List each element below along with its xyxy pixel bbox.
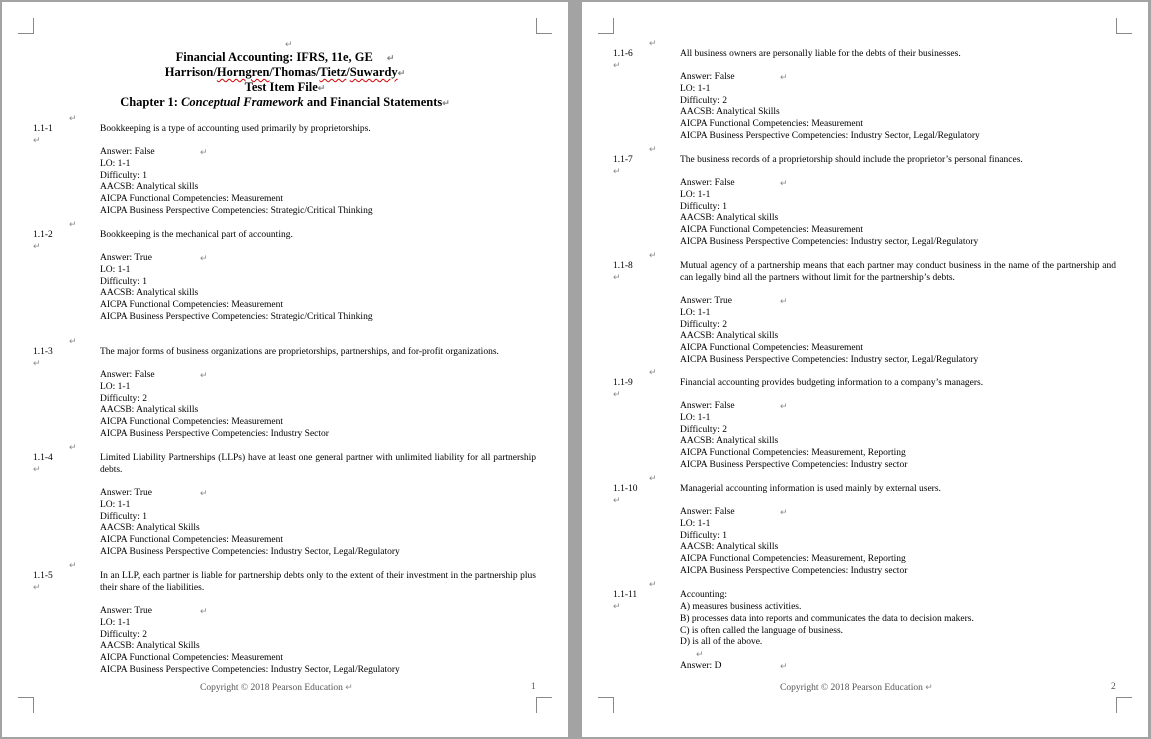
- paragraph-mark: ↵: [69, 113, 77, 123]
- answer-aacsb: AACSB: Analytical skills: [680, 213, 779, 224]
- paragraph-mark: ↵: [69, 442, 77, 452]
- answer-difficulty: Difficulty: 1: [100, 170, 148, 181]
- document-page-2: [582, 2, 1148, 737]
- paragraph-mark: ↵: [780, 178, 788, 188]
- chapter-heading: Chapter 1: Conceptual Framework and Financial Statements↵: [120, 95, 450, 109]
- answer-difficulty: Difficulty: 2: [680, 319, 728, 330]
- paragraph-mark: ↵: [33, 358, 41, 368]
- paragraph-mark: ↵: [285, 39, 293, 49]
- question-text: Bookkeeping is the mechanical part of accounting.: [100, 230, 293, 240]
- question-number: 1.1-3: [33, 347, 53, 357]
- paragraph-mark: ↵: [649, 367, 657, 377]
- paragraph-mark: ↵: [649, 144, 657, 154]
- paragraph-mark: ↵: [200, 147, 208, 157]
- document-page-1: [2, 2, 568, 737]
- paragraph-mark: ↵: [33, 464, 41, 474]
- answer-func: AICPA Functional Competencies: Measurement, Reporting: [680, 448, 906, 459]
- paragraph-mark: ↵: [33, 135, 41, 145]
- answer-option: C) is often called the language of business.: [680, 625, 844, 636]
- answer-func: AICPA Functional Competencies: Measurement, Reporting: [680, 554, 906, 565]
- answer-difficulty: Difficulty: 2: [100, 393, 148, 404]
- paragraph-mark: ↵: [649, 579, 657, 589]
- answer-option: A) measures business activities.: [680, 602, 802, 612]
- crop-mark: [536, 697, 552, 713]
- question-number: 1.1-5: [33, 571, 53, 581]
- paragraph-mark: ↵: [780, 507, 788, 517]
- paragraph-mark: ↵: [200, 253, 208, 263]
- paragraph-mark: ↵: [649, 473, 657, 483]
- answer-difficulty: Difficulty: 2: [680, 424, 728, 435]
- paragraph-mark: ↵: [33, 582, 41, 592]
- page-number: 2: [1111, 682, 1116, 692]
- question-number: 1.1-11: [613, 590, 638, 600]
- document-authors: Harrison/Horngren/Thomas/Tietz/Suwardy↵: [164, 65, 406, 79]
- answer-bus: AICPA Business Perspective Competencies: Industry Sector: [100, 429, 329, 439]
- answer-difficulty: Difficulty: 2: [100, 629, 148, 640]
- answer-func: AICPA Functional Competencies: Measurement: [100, 300, 284, 311]
- answer-func: AICPA Functional Competencies: Measurement: [100, 194, 284, 205]
- question-text: Limited Liability Partnerships (LLPs) have at least one general partner with unlimited liability for all partnership debts.: [100, 453, 536, 475]
- answer-answer: Answer: False: [680, 401, 735, 411]
- crop-mark: [18, 18, 34, 34]
- answer-func: AICPA Functional Competencies: Measurement: [100, 535, 284, 546]
- question-number: 1.1-8: [613, 261, 633, 271]
- answer-aacsb: AACSB: Analytical skills: [680, 542, 779, 553]
- answer-func: AICPA Functional Competencies: Measurement: [100, 653, 284, 664]
- question-number: 1.1-6: [613, 49, 633, 59]
- answer-aacsb: AACSB: Analytical skills: [680, 436, 779, 447]
- crop-mark: [598, 697, 614, 713]
- answer-option: D) is all of the above.: [680, 637, 763, 648]
- answer-aacsb: AACSB: Analytical Skills: [680, 107, 780, 118]
- answer-bus: AICPA Business Perspective Competencies: Industry Sector, Legal/Regulatory: [100, 547, 400, 557]
- paragraph-mark: ↵: [780, 296, 788, 306]
- question-text: Accounting:: [680, 590, 727, 600]
- paragraph-mark: ↵: [69, 219, 77, 229]
- question-number: 1.1-1: [33, 124, 53, 134]
- paragraph-mark: ↵: [69, 560, 77, 570]
- question-text: Managerial accounting information is used mainly by external users.: [680, 484, 941, 494]
- document-title: Financial Accounting: IFRS, 11e, GE ↵: [175, 50, 395, 64]
- answer-func: AICPA Functional Competencies: Measurement: [680, 119, 864, 130]
- answer-lo: LO: 1-1: [680, 518, 711, 529]
- answer-answer: Answer: True: [100, 606, 152, 616]
- crop-mark: [1116, 18, 1132, 34]
- answer-bus: AICPA Business Perspective Competencies: Industry sector: [680, 566, 908, 576]
- question-text: Mutual agency of a partnership means that each partner may conduct business in the name of the partnership and can legally bind all the partners without limit for the partnership’s debts.: [680, 261, 1116, 283]
- answer-answer: Answer: True: [680, 296, 732, 306]
- page-footer: Copyright © 2018 Pearson Education ↵: [780, 682, 933, 693]
- answer-bus: AICPA Business Perspective Competencies: Industry Sector, Legal/Regulatory: [100, 665, 400, 675]
- answer-func: AICPA Functional Competencies: Measurement: [680, 225, 864, 236]
- paragraph-mark: ↵: [613, 495, 621, 505]
- paragraph-mark: ↵: [780, 401, 788, 411]
- paragraph-mark: ↵: [649, 250, 657, 260]
- page-footer: Copyright © 2018 Pearson Education ↵: [200, 682, 353, 693]
- question-text: Financial accounting provides budgeting information to a company’s managers.: [680, 378, 984, 388]
- question-number: 1.1-7: [613, 155, 633, 165]
- answer-lo: LO: 1-1: [100, 158, 131, 169]
- answer-bus: AICPA Business Perspective Competencies: Industry sector: [680, 460, 908, 470]
- paragraph-mark: ↵: [33, 241, 41, 251]
- paragraph-mark: ↵: [696, 649, 704, 660]
- question-text: In an LLP, each partner is liable for partnership debts only to the extent of their investment in the partnership plus their share of the liabilities.: [100, 571, 536, 593]
- answer-difficulty: Difficulty: 1: [680, 201, 728, 212]
- answer-aacsb: AACSB: Analytical Skills: [100, 523, 200, 534]
- answer-answer: Answer: False: [680, 178, 735, 188]
- answer-bus: AICPA Business Perspective Competencies: Industry Sector, Legal/Regulatory: [680, 131, 980, 141]
- crop-mark: [536, 18, 552, 34]
- answer-answer: Answer: False: [680, 507, 735, 517]
- paragraph-mark: ↵: [613, 60, 621, 70]
- answer-bus: AICPA Business Perspective Competencies: Strategic/Critical Thinking: [100, 312, 373, 322]
- question-number: 1.1-2: [33, 230, 53, 240]
- answer-func: AICPA Functional Competencies: Measurement: [100, 417, 284, 428]
- paragraph-mark: ↵: [613, 601, 621, 611]
- answer-bus: AICPA Business Perspective Competencies: Strategic/Critical Thinking: [100, 206, 373, 216]
- answer-lo: LO: 1-1: [100, 381, 131, 392]
- answer-aacsb: AACSB: Analytical skills: [680, 331, 779, 342]
- answer-aacsb: AACSB: Analytical skills: [100, 405, 199, 416]
- paragraph-mark: ↵: [780, 72, 788, 82]
- answer-lo: LO: 1-1: [680, 83, 711, 94]
- question-number: 1.1-4: [33, 453, 53, 463]
- question-number: 1.1-9: [613, 378, 633, 388]
- answer-answer: Answer: True: [100, 253, 152, 263]
- paragraph-mark: ↵: [200, 606, 208, 616]
- question-text: The business records of a proprietorship should include the proprietor’s personal finances.: [680, 155, 1023, 165]
- answer-difficulty: Difficulty: 1: [680, 530, 728, 541]
- answer-lo: LO: 1-1: [680, 307, 711, 318]
- answer-lo: LO: 1-1: [680, 189, 711, 200]
- question-text: All business owners are personally liable for the debts of their businesses.: [680, 49, 961, 59]
- question-number: 1.1-10: [613, 484, 638, 494]
- answer-aacsb: AACSB: Analytical skills: [100, 288, 199, 299]
- answer-bus: AICPA Business Perspective Competencies: Industry sector, Legal/Regulatory: [680, 355, 979, 365]
- paragraph-mark: ↵: [200, 488, 208, 498]
- answer-option: B) processes data into reports and communicates the data to decision makers.: [680, 613, 974, 624]
- page-number: 1: [531, 682, 536, 692]
- paragraph-mark: ↵: [613, 389, 621, 399]
- answer-func: AICPA Functional Competencies: Measurement: [680, 343, 864, 354]
- paragraph-mark: ↵: [780, 661, 788, 671]
- paragraph-mark: ↵: [69, 336, 77, 346]
- question-text: The major forms of business organizations are proprietorships, partnerships, and for-profit organizations.: [100, 347, 499, 357]
- answer-answer: Answer: False: [100, 147, 155, 157]
- answer-lo: LO: 1-1: [100, 499, 131, 510]
- paragraph-mark: ↵: [613, 272, 621, 282]
- answer-answer: Answer: False: [100, 370, 155, 380]
- paragraph-mark: ↵: [200, 370, 208, 380]
- paragraph-mark: ↵: [613, 166, 621, 176]
- answer-lo: LO: 1-1: [100, 264, 131, 275]
- answer-line: Answer: D: [680, 661, 722, 671]
- answer-lo: LO: 1-1: [100, 617, 131, 628]
- answer-aacsb: AACSB: Analytical Skills: [100, 641, 200, 652]
- answer-difficulty: Difficulty: 1: [100, 511, 148, 522]
- question-text: Bookkeeping is a type of accounting used primarily by proprietorships.: [100, 124, 371, 134]
- answer-bus: AICPA Business Perspective Competencies: Industry sector, Legal/Regulatory: [680, 237, 979, 247]
- document-subtitle: Test Item File↵: [244, 80, 326, 94]
- crop-mark: [598, 18, 614, 34]
- answer-answer: Answer: True: [100, 488, 152, 498]
- answer-aacsb: AACSB: Analytical skills: [100, 182, 199, 193]
- answer-difficulty: Difficulty: 1: [100, 276, 148, 287]
- paragraph-mark: ↵: [649, 38, 657, 48]
- answer-difficulty: Difficulty: 2: [680, 95, 728, 106]
- crop-mark: [18, 697, 34, 713]
- answer-lo: LO: 1-1: [680, 412, 711, 423]
- answer-answer: Answer: False: [680, 72, 735, 82]
- crop-mark: [1116, 697, 1132, 713]
